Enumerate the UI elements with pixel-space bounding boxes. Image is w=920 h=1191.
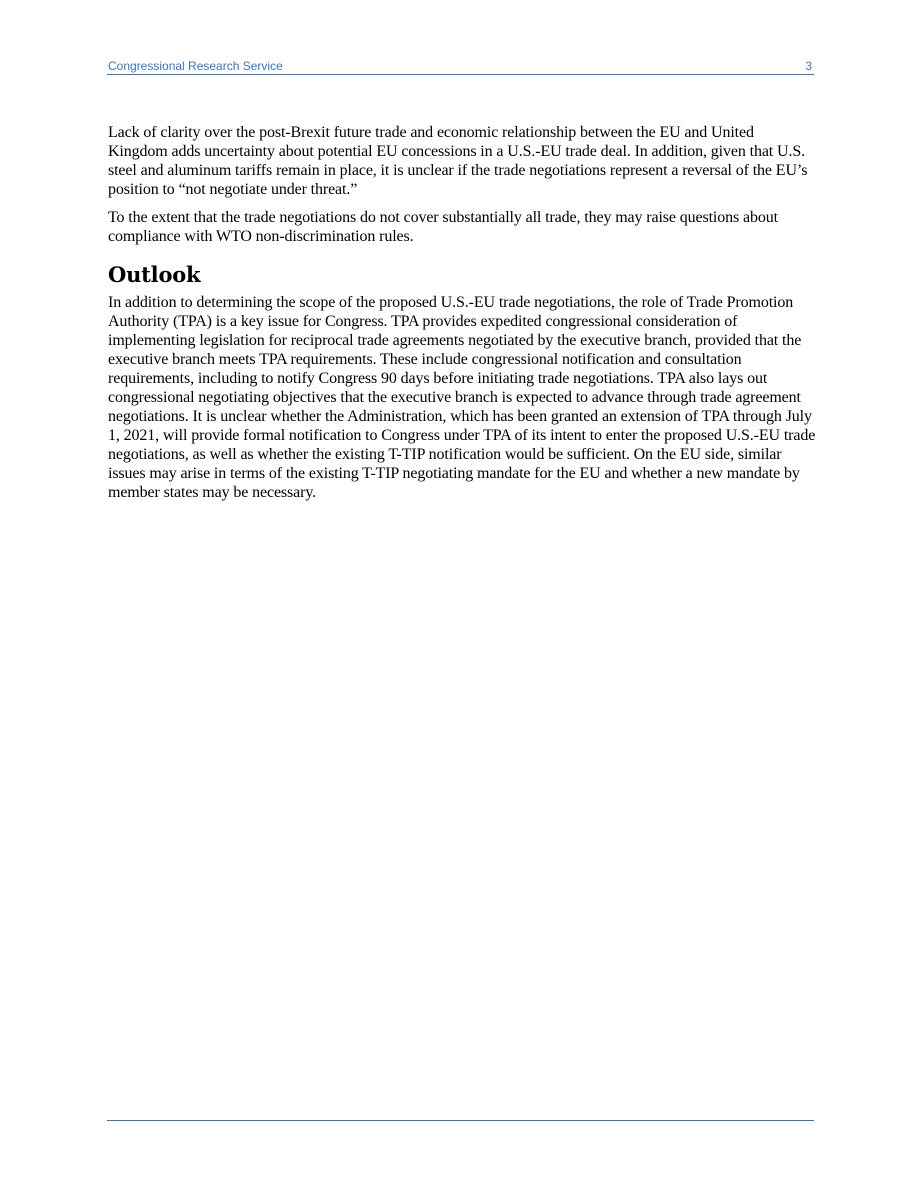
page-footer-rule <box>107 1120 814 1121</box>
section-heading-outlook: Outlook <box>108 262 201 287</box>
page-header <box>107 58 814 75</box>
paragraph-wto-compliance: To the extent that the trade negotiations do not cover substantially all trade, they may raise questions about compliance with WTO non-discrimination rules. <box>108 209 778 245</box>
document-body <box>108 123 816 511</box>
page-number: 3 <box>805 59 812 73</box>
paragraph-brexit-uncertainty: Lack of clarity over the post-Brexit future trade and economic relationship between the EU and United Kingdom adds uncertainty about potential EU concessions in a U.S.-EU trade deal. In addition, given that U.S. steel and aluminum tariffs remain in place, it is unclear if the trade negotiations represent a reversal of the EU’s position to “not negotiate under threat.” <box>108 124 808 198</box>
paragraph-outlook: In addition to determining the scope of the proposed U.S.-EU trade negotiations, the role of Trade Promotion Authority (TPA) is a key issue for Congress. TPA provides expedited congressional consideration of implementing legislation for reciprocal trade agreements negotiated by the executive branch, provided that the executive branch meets TPA requirements. These include congressional notification and consultation requirements, including to notify Congress 90 days before initiating trade negotiations. TPA also lays out congressional negotiating objectives that the executive branch is expected to advance through trade agreement negotiations. It is unclear whether the Administration, which has been granted an extension of TPA through July 1, 2021, will provide formal notification to Congress under TPA of its intent to enter the proposed U.S.-EU trade negotiations, as well as whether the existing T-TIP notification would be sufficient. On the EU side, similar issues may arise in terms of the existing T-TIP negotiating mandate for the EU and whether a new mandate by member states may be necessary. <box>108 294 816 501</box>
header-title: Congressional Research Service <box>108 59 283 73</box>
